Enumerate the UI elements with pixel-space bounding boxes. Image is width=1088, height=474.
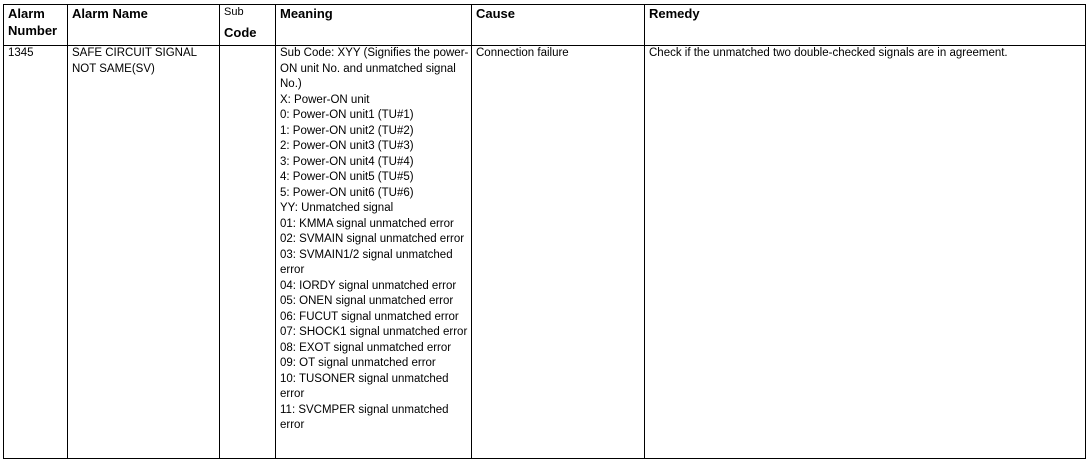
header-alarm-number-line2: Number (8, 23, 58, 38)
meaning-line: 05: ONEN signal unmatched error (280, 295, 454, 307)
header-row (4, 5, 1086, 46)
meaning-line: 08: EXOT signal unmatched error (280, 341, 452, 354)
alarm-name-cell: SAFE CIRCUIT SIGNAL NOT SAME(SV) (68, 46, 220, 459)
table-row (4, 46, 1086, 459)
cause-cell: Connection failure (472, 46, 645, 459)
meaning-line: 09: OT signal unmatched error (280, 357, 436, 369)
header-sub-code (220, 5, 276, 46)
header-sub-code-line1: Sub (224, 6, 244, 18)
meaning-line: 03: SVMAIN1/2 signal unmatched error (280, 248, 453, 276)
sub-code-cell (220, 46, 276, 459)
alarm-table (3, 4, 1086, 459)
header-alarm-number-line1: Alarm (8, 6, 45, 21)
meaning-line: 4: Power-ON unit5 (TU#5) (280, 171, 414, 183)
meaning-line: 2: Power-ON unit3 (TU#3) (280, 140, 414, 152)
meaning-line: 5: Power-ON unit6 (TU#6) (280, 186, 414, 199)
header-remedy: Remedy (645, 5, 1086, 46)
meaning-line: 02: SVMAIN signal unmatched error (280, 233, 465, 245)
meaning-line: 10: TUSONER signal unmatched error (280, 372, 449, 400)
meaning-line: 01: KMMA signal unmatched error (280, 217, 454, 230)
meaning-line: 11: SVCMPER signal unmatched error (280, 403, 449, 431)
meaning-line: 1: Power-ON unit2 (TU#2) (280, 124, 414, 137)
meaning-line: 0: Power-ON unit1 (TU#1) (280, 109, 414, 121)
meaning-line: X: Power-ON unit (280, 93, 370, 106)
meaning-line: YY: Unmatched signal (280, 202, 394, 214)
header-meaning: Meaning (276, 5, 472, 46)
header-alarm-name: Alarm Name (68, 5, 220, 46)
meaning-line: 3: Power-ON unit4 (TU#4) (280, 155, 414, 168)
header-alarm-number (4, 5, 68, 46)
meaning-line: Sub Code: XYY (Signifies the power-ON unit No. and unmatched signal No.) (280, 47, 469, 90)
remedy-cell: Check if the unmatched two double-checked signals are in agreement. (645, 46, 1086, 459)
alarm-number-cell: 1345 (4, 46, 68, 459)
meaning-line: 07: SHOCK1 signal unmatched error (280, 326, 468, 338)
meaning-line: 06: FUCUT signal unmatched error (280, 310, 459, 323)
header-cause: Cause (472, 5, 645, 46)
meaning-line: 04: IORDY signal unmatched error (280, 279, 457, 292)
meaning-cell (276, 46, 472, 459)
header-sub-code-line2: Code (224, 25, 257, 40)
